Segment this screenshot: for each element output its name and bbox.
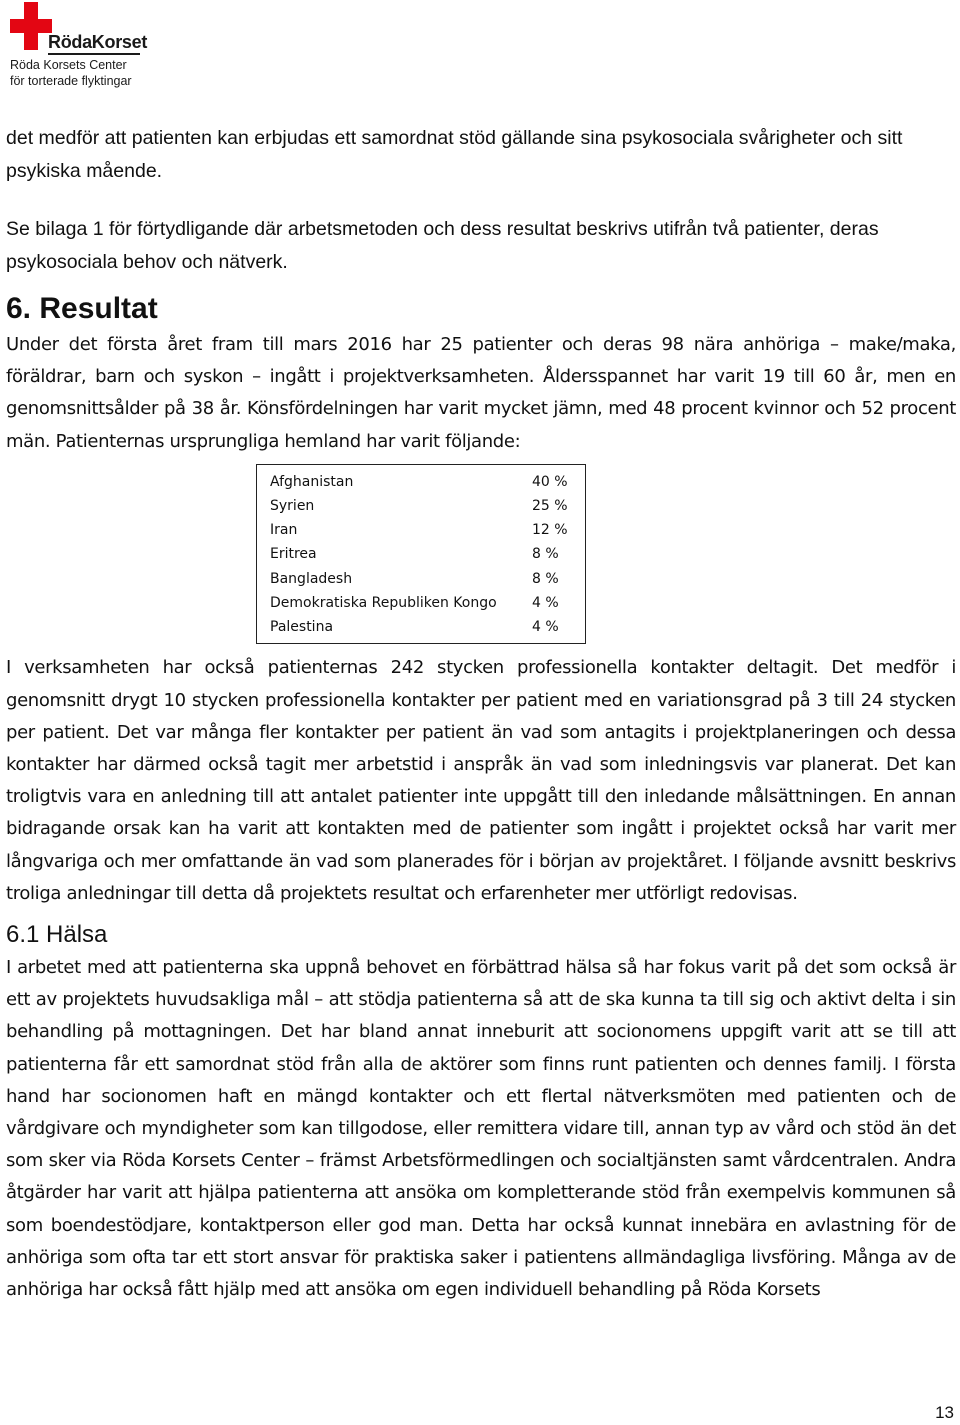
red-cross-icon bbox=[10, 2, 52, 50]
percent-cell: 4 % bbox=[532, 594, 559, 611]
country-cell: Bangladesh bbox=[270, 570, 353, 587]
percent-cell: 40 % bbox=[532, 473, 568, 490]
paragraph-appendix-reference: Se bilaga 1 för förtydligande där arbetsmetoden och dess resultat beskrivs utifrån två patienter, deras psykosociala behov och nätverk. bbox=[6, 218, 879, 273]
origin-table-wrapper bbox=[256, 464, 956, 645]
paragraph-continuation: det medför att patienten kan erbjudas ett samordnat stöd gällande sina psykosociala svårigheter och sitt psykiska mående. bbox=[6, 127, 903, 182]
logo-subtitle-2: för torterade flyktingar bbox=[10, 74, 132, 88]
percent-cell: 4 % bbox=[532, 618, 559, 635]
country-cell: Demokratiska Republiken Kongo bbox=[270, 594, 497, 611]
logo-underline bbox=[48, 53, 140, 55]
table-row bbox=[257, 543, 586, 567]
country-cell: Syrien bbox=[270, 498, 315, 514]
percent-cell: 12 % bbox=[532, 522, 568, 539]
logo-subtitle-1: Röda Korsets Center bbox=[10, 58, 127, 72]
table-row bbox=[257, 567, 586, 591]
country-cell: Palestina bbox=[270, 618, 334, 635]
table-row bbox=[257, 495, 586, 519]
table-row bbox=[257, 591, 586, 615]
red-cross-logo bbox=[8, 2, 158, 92]
paragraph-professional-contacts: I verksamheten har också patienternas 242 stycken professionella kontakter deltagit. Det medför i genomsnitt drygt 10 stycken professionella kontakter per patient med en variationsgrad på 3 till 24 stycken per patient. Det var många fler kontakter per patient än vad som antagits i projektplaneringen och dessa kontakter har därmed också tagit mer arbetstid i anspråk än vad som inledningsvis var planerat. Det kan troligtvis vara en anledning till att antalet patienter inte uppgått till den inledande målsättningen. En annan bidragande orsak kan ha varit att kontakten med de patienter som ingått i projektet också har varit mer långvariga och mer omfattande än vad som planerades för i början av projektåret. I följande avsnitt beskrivs troliga anledningar till detta då projektets resultat och erfarenheter mer utförligt redovisas. bbox=[6, 657, 956, 904]
country-cell: Afghanistan bbox=[270, 473, 354, 490]
paragraph-results-intro: Under det första året fram till mars 2016 har 25 patienter och deras 98 nära anhöriga – make/maka, föräldrar, barn och syskon – ingått i projektverksamheten. Åldersspannet har varit 19 till 60 år, men en genomsnittsålder på 38 år. Könsfördelningen har varit mycket jämn, med 48 procent kvinnor och 52 procent män. Patienternas ursprungliga hemland har varit följande: bbox=[6, 334, 956, 452]
page-number: 13 bbox=[935, 1403, 954, 1422]
subsection-heading-halsa: 6.1 Hälsa bbox=[6, 920, 108, 948]
table-row bbox=[257, 616, 586, 644]
table-row bbox=[257, 464, 586, 494]
percent-cell: 8 % bbox=[532, 570, 559, 587]
country-cell: Eritrea bbox=[270, 546, 317, 563]
origin-country-table bbox=[256, 464, 586, 645]
table-row bbox=[257, 519, 586, 543]
section-heading-resultat: 6. Resultat bbox=[6, 292, 158, 325]
logo-name: RödaKorset bbox=[48, 32, 148, 52]
percent-cell: 25 % bbox=[532, 498, 568, 514]
document-body bbox=[6, 122, 956, 1306]
percent-cell: 8 % bbox=[532, 546, 559, 563]
paragraph-health: I arbetet med att patienterna ska uppnå behovet en förbättrad hälsa så har fokus varit på det som också är ett av projektets huvudsakliga mål – att stödja patienterna så att de ska kunna ta till sig och aktivt delta i sin behandling på mottagningen. Det har bland annat inneburit att socionomens uppgift varit att se till att patienterna får ett samordnat stöd från alla de aktörer som finns runt patienten och dennes familj. I första hand har socionomen haft en mängd kontakter och ett flertal nätverksmöten med patienten och de vårdgivare och myndigheter som kan tillgodose, eller remittera vidare till, annan typ av vård och stöd än det som sker via Röda Korsets Center – främst Arbetsförmedlingen och socialtjänsten samt vårdcentralen. Andra åtgärder har varit att hjälpa patienterna att ansöka om kompletterande stöd från exempelvis kommunen så som boendestödjare, kontaktperson eller god man. Detta har också kunnat innebära en avlastning för de anhöriga som ofta tar ett stort ansvar för praktiska saker i patientens allmändagliga livsföring. Många av de anhöriga har också fått hjälp med att ansöka om egen individuell behandling på Röda Korsets bbox=[6, 956, 956, 1300]
country-cell: Iran bbox=[270, 522, 298, 539]
